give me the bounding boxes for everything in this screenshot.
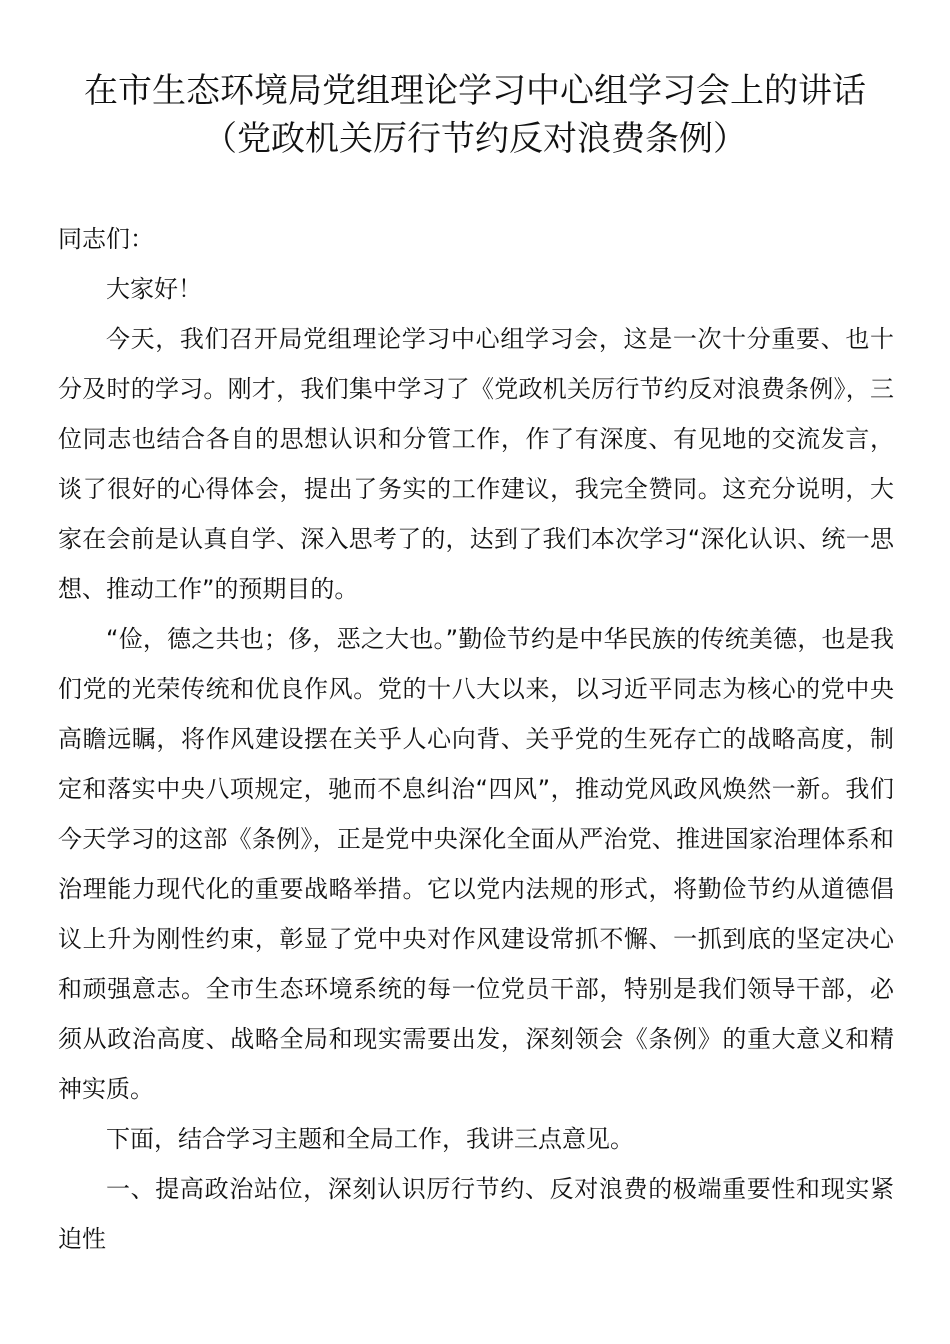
- paragraph-thrift: “俭，德之共也；侈，恶之大也。”勤俭节约是中华民族的传统美德，也是我们党的光荣传统和优良作风。党的十八大以来，以习近平同志为核心的党中央高瞻远瞩，将作风建设摆在关乎人心向背、关乎党的生死存亡的战略高度，制定和落实中央八项规定，驰而不息纠治“四风”，推动党风政风焕然一新。我们今天学习的这部《条例》，正是党中央深化全面从严治党、推进国家治理体系和治理能力现代化的重要战略举措。它以党内法规的形式，将勤俭节约从道德倡议上升为刚性约束，彰显了党中央对作风建设常抓不懈、一抓到底的坚定决心和顽强意志。全市生态环境系统的每一位党员干部，特别是我们领导干部，必须从政治高度、战略全局和现实需要出发，深刻领会《条例》的重大意义和精神实质。: [58, 625, 894, 1103]
- document-body: [58, 214, 894, 1264]
- document-title-line-2: （党政机关厉行节约反对浪费条例）: [203, 119, 747, 159]
- greeting: 大家好！: [106, 275, 202, 303]
- paragraph-transition: 下面，结合学习主题和全局工作，我讲三点意见。: [106, 1125, 634, 1153]
- section-heading-1: 一、提高政治站位，深刻认识厉行节约、反对浪费的极端重要性和现实紧迫性: [58, 1175, 894, 1253]
- document-title-line-1: 在市生态环境局党组理论学习中心组学习会上的讲话: [84, 71, 866, 111]
- paragraph-intro: 今天，我们召开局党组理论学习中心组学习会，这是一次十分重要、也十分及时的学习。刚才，我们集中学习了《党政机关厉行节约反对浪费条例》，三位同志也结合各自的思想认识和分管工作，作了有深度、有见地的交流发言，谈了很好的心得体会，提出了务实的工作建议，我完全赞同。这充分说明，大家在会前是认真自学、深入思考了的，达到了我们本次学习“深化认识、统一思想、推动工作”的预期目的。: [58, 325, 894, 603]
- salutation: 同志们：: [58, 225, 154, 253]
